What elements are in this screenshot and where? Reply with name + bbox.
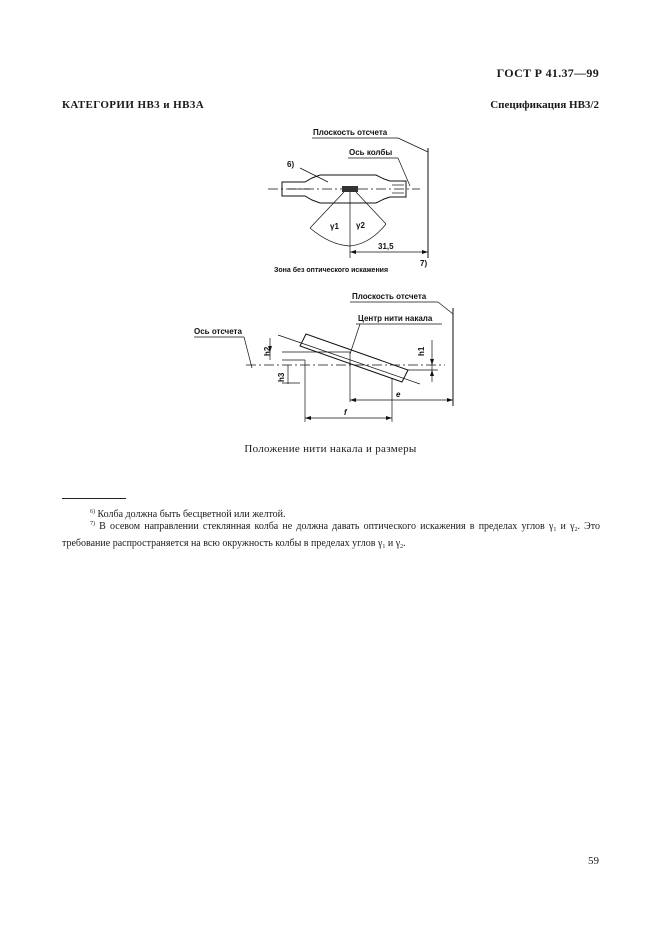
bulb-zone-drawing (0, 0, 661, 290)
footnote-divider (62, 498, 126, 499)
page-number: 59 (588, 855, 599, 867)
note7-label: 7) (420, 259, 428, 268)
specification-title: Спецификация НВ3/2 (490, 99, 599, 111)
reference-plane-label: Плоскость отсчета (313, 128, 388, 137)
gamma1-subscript: 1 (553, 527, 557, 533)
footnote-7-text-a: В осевом направлении стеклянная колба не должна давать оптического искажения в пределах углов (99, 521, 545, 532)
and-word-2: и (385, 538, 396, 549)
category-title: КАТЕГОРИИ НВ3 и НВ3А (62, 99, 205, 111)
footnote-6-mark: 6) (90, 509, 95, 515)
gamma2-subscript: 2 (574, 527, 578, 533)
filament-center-label: Центр нити накала (358, 314, 433, 323)
h2-label: h2 (263, 346, 272, 356)
gamma2-symbol: γ (570, 521, 575, 532)
dim-31-5: 31,5 (378, 242, 394, 251)
reference-plane-label-2: Плоскость отсчета (352, 292, 427, 301)
footnote-7-mark: 7) (90, 521, 95, 527)
h1-label: h1 (417, 346, 426, 356)
gamma1-label: γ1 (330, 222, 339, 231)
gamma2-subscript-2: 2 (400, 544, 404, 550)
filament-position-drawing (0, 290, 661, 430)
standard-number: ГОСТ Р 41.37—99 (496, 66, 599, 80)
zone-caption: Зона без оптического искажения (274, 267, 389, 274)
bulb-axis-label: Ось колбы (349, 148, 393, 157)
footnote-7 (62, 517, 600, 554)
gamma2-symbol-2: γ (395, 538, 401, 549)
gamma2-label: γ2 (356, 221, 365, 230)
gamma1-subscript-2: 1 (382, 544, 386, 550)
reference-axis-label: Ось отсчета (194, 327, 242, 336)
and-word-1: и (556, 521, 571, 532)
f-label: f (344, 408, 347, 417)
e-label: e (396, 390, 401, 399)
h3-label: h3 (277, 372, 286, 382)
figure-caption: Положение нити накала и размеры (244, 443, 417, 455)
footnote-7-text-b: . Это требование распространяется на всю окружность колбы в пределах углов (62, 521, 601, 549)
footnote-6-text: Колба должна быть бесцветной или желтой. (97, 509, 286, 520)
note6-label: 6) (287, 160, 295, 169)
gamma1-symbol: γ (548, 521, 554, 532)
footnote-7-end: . (403, 538, 406, 549)
gamma1-symbol-2: γ (377, 538, 383, 549)
